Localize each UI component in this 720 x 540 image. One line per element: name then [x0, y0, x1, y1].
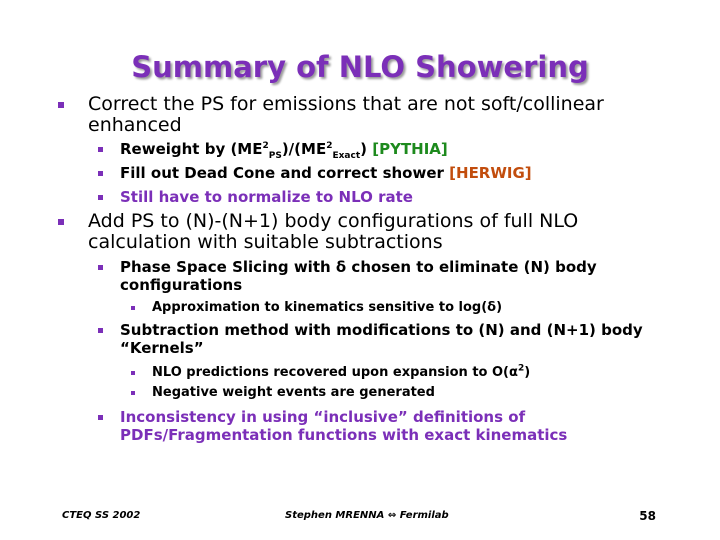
- bullet-2-sub-1-text: Phase Space Slicing with δ chosen to eliminate (N) body configurations: [120, 258, 597, 294]
- bullet-square-icon: [131, 391, 135, 395]
- bullet-square-icon: [58, 219, 64, 225]
- bullet-square-icon: [98, 265, 103, 270]
- bullet-2-sub-3-text: Inconsistency in using “inclusive” definitions of PDFs/Fragmentation functions with exact kinematics: [120, 408, 568, 444]
- bullet-1-sub-1-text: Reweight by $(ME^2_{PS})/(ME^2_{Exact})$ [PYTHIA]: [120, 140, 448, 161]
- bullet-1-sub-3-text: Still have to normalize to NLO rate: [120, 188, 413, 206]
- herwig-tag: [HERWIG]: [449, 164, 532, 182]
- footer-center: Stephen MRENNA ⇔ Fermilab: [285, 510, 449, 521]
- bullet-2-sub-2-text: Subtraction method with modifications to (N) and (N+1) body “Kernels”: [120, 321, 643, 357]
- bullet-2-sub-3: [98, 408, 578, 444]
- slide-title: Summary of NLO Showering: [131, 50, 589, 84]
- bullet-2: [58, 211, 618, 253]
- bullet-square-icon: [58, 102, 64, 108]
- bullet-1-sub-3: [98, 188, 658, 206]
- bullet-1-sub-1: [98, 140, 658, 161]
- bullet-square-icon: [98, 195, 103, 200]
- bullet-2-sub-1-item-1: [131, 300, 651, 316]
- bullet-2-sub-2: [98, 321, 658, 357]
- bullet-square-icon: [98, 328, 103, 333]
- bullet-2-sub-2-item-2-text: Negative weight events are generated: [152, 385, 435, 400]
- bullet-square-icon: [98, 171, 103, 176]
- bullet-1-text: Correct the PS for emissions that are not soft/collinear enhanced: [88, 93, 604, 136]
- bullet-2-sub-2-item-1-text: NLO predictions recovered upon expansion to $O(\alpha^2)$: [152, 363, 531, 380]
- bullet-2-sub-1-item-1-text: Approximation to kinematics sensitive to log(δ): [152, 300, 503, 315]
- page-number: 58: [639, 509, 656, 523]
- pythia-tag: [PYTHIA]: [372, 140, 448, 158]
- bullet-2-text: Add PS to (N)-(N+1) body configurations of full NLO calculation with suitable subtractions: [88, 210, 579, 253]
- bullet-2-sub-1: [98, 258, 618, 294]
- bullet-square-icon: [98, 147, 103, 152]
- bullet-square-icon: [98, 415, 103, 420]
- bullet-2-sub-2-item-2: [131, 385, 651, 401]
- bullet-1-sub-2: [98, 164, 658, 182]
- bullet-1: [58, 94, 658, 136]
- footer-left: CTEQ SS 2002: [62, 510, 141, 521]
- bullet-square-icon: [131, 371, 135, 375]
- bullet-2-sub-2-item-1: [131, 365, 651, 381]
- bullet-1-sub-2-text: Fill out Dead Cone and correct shower [HERWIG]: [120, 164, 532, 182]
- bullet-square-icon: [131, 306, 135, 310]
